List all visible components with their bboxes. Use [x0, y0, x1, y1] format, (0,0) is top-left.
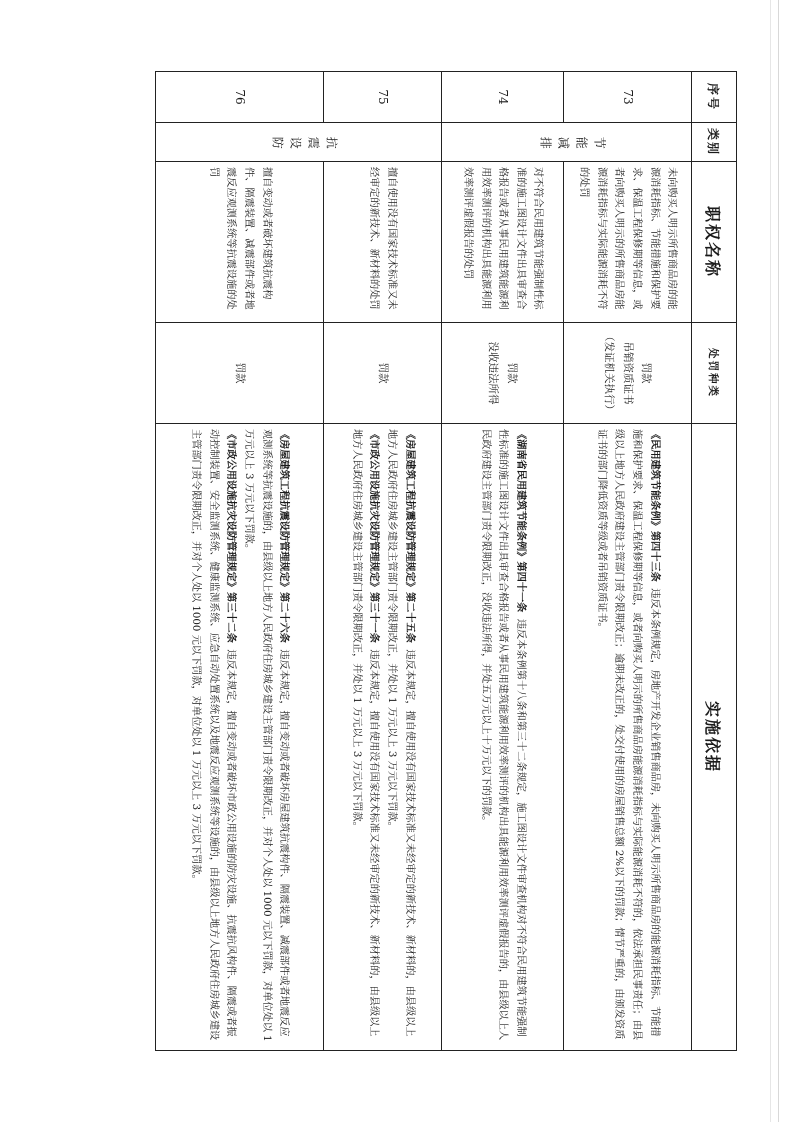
row-name: 擅自变动或者破坏建筑抗震构件、隔震装置、减震部件或者地震反应观测系统等抗震设施的处罚: [156, 162, 324, 323]
row-basis: [156, 424, 324, 1051]
row-type: [564, 323, 692, 424]
law-citation: 《房屋建筑工程抗震设防管理规定》第二十六条: [278, 429, 291, 643]
law-citation: 《民用建筑节能条例》第四十三条: [648, 429, 661, 582]
row-no: 76: [156, 72, 324, 123]
table-row: [156, 72, 324, 1051]
header-no: 序号: [692, 72, 737, 123]
law-text: 违反本条例第十八条和第三十二条规定，施工图设计文件审查机构对不符合民用建筑节能强制性标准的施工图设计文件出具审查合格报告或者从事民用建筑能源利用效率测评的机构出具能源利用效率测评虚假报告的，由县级以上人民政府建设主管部门责令限期改正，没收违法所得，并处五万元以上十万元以下的罚款。: [479, 429, 526, 1041]
table-row: [324, 72, 442, 1051]
scan-seam-line-secondary: [770, 0, 771, 1122]
category-label: 节能减排: [533, 135, 606, 150]
row-type: [156, 323, 324, 424]
row-basis: [324, 424, 442, 1051]
table-row: [442, 72, 564, 1051]
penalty-table: [155, 71, 737, 1051]
header-category: 类别: [692, 123, 737, 162]
type-item: 罚款: [376, 362, 389, 384]
law-citation: 《房屋建筑工程抗震设防管理规定》第二十五条: [403, 429, 416, 643]
row-basis: [442, 424, 564, 1051]
category-label: 抗震设防: [265, 135, 338, 150]
category-cell-energy: [442, 123, 692, 162]
row-no: 74: [442, 72, 564, 123]
basis-paragraph: [187, 429, 240, 1045]
type-item: 没收违法所得: [487, 341, 500, 405]
basis-paragraph: [592, 429, 662, 1045]
table-row: [564, 72, 692, 1051]
law-text: 违反本规定，擅自变动或者破坏房屋建筑抗震构件、隔震装置、减震部件或者地震反应观测系统等抗震设施的，由县级以上地方人民政府住房城乡建设主管部门责令限期改正，并对个人处以 1000 元以下罚款，对单位处以 1 万元以上 3 万元以下罚款。: [243, 429, 290, 1042]
type-item: 罚款: [505, 362, 518, 384]
type-item: 罚款: [639, 362, 652, 384]
header-name: 职权名称: [692, 162, 737, 323]
header-type: 处罚种类: [692, 323, 737, 424]
category-cell-seismic: [156, 123, 442, 162]
row-name: 对不符合民用建筑节能强制性标准的施工图设计文件出具审查合格报告或者从事民用建筑能源利用效率测评的机构出具能源利用效率测评虚假报告的处罚: [442, 162, 564, 323]
row-name: 未向购买人明示所售商品房的能源消耗指标、节能措施和保护要求、保温工程保修期等信息，或者向购买人明示的所售商品房能源消耗指标与实际能源消耗不符的处罚: [564, 162, 692, 323]
row-type: [442, 323, 564, 424]
law-text: 违反本条例规定，房地产开发企业销售商品房，未向购买人明示所售商品房的能源消耗指标、节能措施和保护要求、保温工程保修期等信息，或者向购买人明示的所售商品房能源消耗指标与实际能源消耗不符的，依法承担民事责任；由县级以上地方人民政府建设主管部门责令限期改正；逾期未改正的，处交付使用的房屋销售总额 2%以下的罚款；情节严重的，由颁发资质证书的部门降低资质等级或者吊销资质证书。: [595, 429, 660, 1041]
row-no: 75: [324, 72, 442, 123]
row-no: 73: [564, 72, 692, 123]
law-citation: 《市政公用设施抗灾设防管理规定》第三十二条: [225, 429, 238, 643]
law-citation: 《市政公用设施抗灾设防管理规定》第三十一条: [368, 429, 381, 643]
law-text: 违反本规定，擅自变动或者破坏市政公用设施的防灾设施、抗震抗风构件、隔震或者振动控制装置、安全监测系统、健康监测系统、应急自动处置系统以及地震反应观测系统等设施的，由县级以上地方人民政府住房城乡建设主管部门责令限期改正，并对个人处以 1000 元以下罚款，对单位处以 1 万元以上 3 万元以下罚款。: [190, 429, 237, 1041]
header-basis: 实施依据: [692, 424, 737, 1051]
basis-paragraph: [476, 429, 529, 1045]
rotated-page: [57, 71, 737, 1051]
law-citation: 《湖南省民用建筑节能条例》第四十一条: [514, 429, 527, 613]
law-text: 违反本规定，擅自使用没有国家技术标准又未经审定的新技术、新材料的，由县级以上地方人民政府住房城乡建设主管部门责令限期改正，并处以 1 万元以上 3 万元以下罚款。: [386, 429, 415, 1037]
row-basis: [564, 424, 692, 1051]
type-item: （发证机关执行）: [603, 331, 616, 415]
basis-paragraph: [347, 429, 382, 1045]
scan-seam-line: [778, 0, 779, 1122]
law-text: 违反本规定，擅自使用没有国家技术标准又未经审定的新技术、新材料的，由县级以上地方人民政府住房城乡建设主管部门责令限期改正，并处以 1 万元以上 3 万元以下罚款。: [350, 429, 380, 1037]
table-header-row: [692, 72, 737, 1051]
type-item: 吊销资质证书: [621, 341, 634, 405]
basis-paragraph: [383, 429, 418, 1045]
type-item: 罚款: [233, 362, 246, 384]
row-type: [324, 323, 442, 424]
row-name: 擅自使用没有国家技术标准又未经审定的新技术、新材料的处罚: [324, 162, 442, 323]
basis-paragraph: [240, 429, 293, 1045]
